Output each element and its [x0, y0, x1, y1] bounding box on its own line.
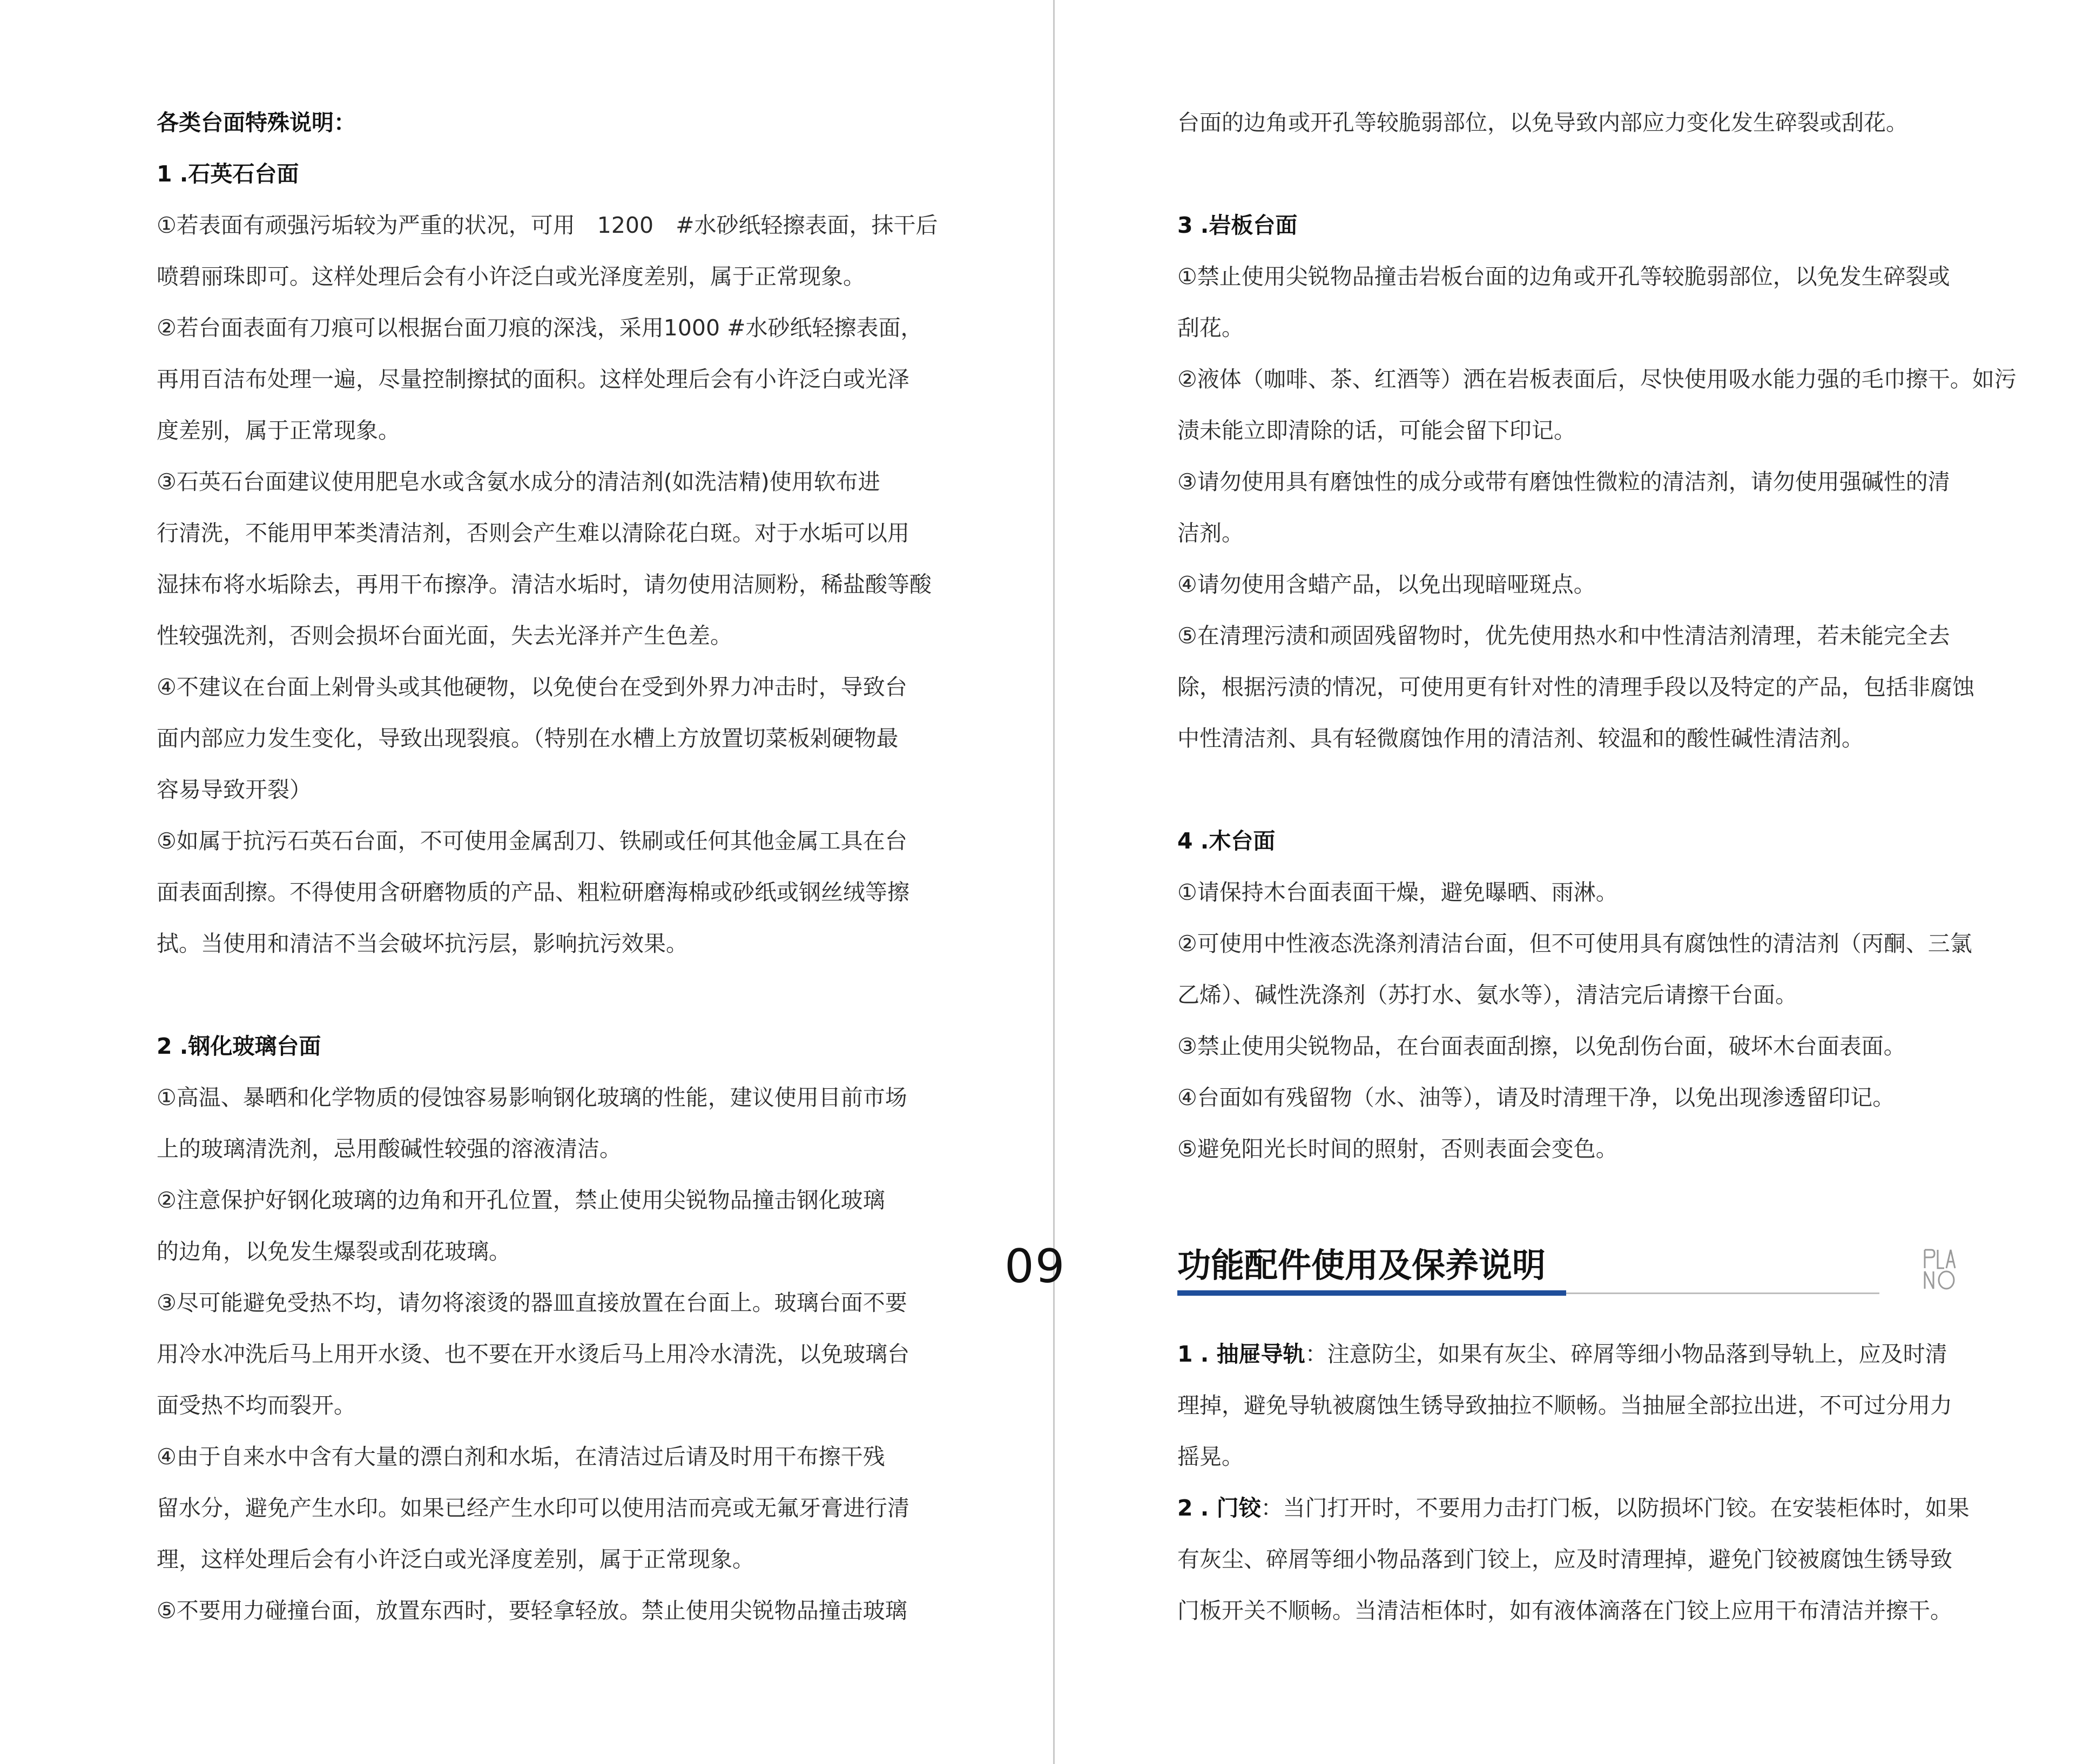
paragraph-line: ③尽可能避免受热不均，请勿将滚烫的器皿直接放置在台面上。玻璃台面不要 — [157, 1290, 907, 1316]
paragraph-line: 渍未能立即清除的话，可能会留下印记。 — [1177, 418, 1576, 443]
paragraph-line: ④请勿使用含蜡产品，以免出现暗哑斑点。 — [1177, 571, 1596, 597]
accessories-content — [1177, 1329, 2009, 1637]
paragraph-line: ③禁止使用尖锐物品，在台面表面刮擦，以免刮伤台面，破坏木台面表面。 — [1177, 1033, 1906, 1059]
paragraph-line: ①若表面有顽强污垢较为严重的状况，可用 1200 #水砂纸轻擦表面，抹干后 — [157, 212, 938, 238]
item-drawer-slide — [1177, 1329, 2009, 1380]
section-title-wood: 4 .木台面 — [1177, 828, 1276, 854]
item-label-drawer-slide: 1 . 抽屉导轨 — [1177, 1341, 1305, 1367]
brand-logo-icon — [1923, 1248, 1957, 1291]
paragraph-line: 的边角，以免发生爆裂或刮花玻璃。 — [157, 1238, 511, 1264]
paragraph-line: 门板开关不顺畅。当清洁柜体时，如有液体滴落在门铰上应用干布清洁并擦干。 — [1177, 1598, 1952, 1624]
chapter-number: 09 — [1004, 1240, 1066, 1294]
paragraph-line: 理掉，避免导轨被腐蚀生锈导致抽拉不顺畅。当抽屉全部拉出进，不可过分用力 — [1177, 1392, 1952, 1418]
paragraph-line: 面受热不均而裂开。 — [157, 1392, 356, 1418]
paragraph-line: 再用百洁布处理一遍，尽量控制擦拭的面积。这样处理后会有小许泛白或光泽 — [157, 366, 909, 392]
paragraph-line: 留水分，避免产生水印。如果已经产生水印可以使用洁而亮或无氟牙膏进行清 — [157, 1495, 909, 1521]
paragraph-line: ④台面如有残留物（水、油等），请及时清理干净，以免出现渗透留印记。 — [1177, 1085, 1895, 1110]
paragraph-line: ⑤如属于抗污石英石台面，不可使用金属刮刀、铁刷或任何其他金属工具在台 — [157, 828, 907, 854]
section-tempered-glass — [157, 1021, 934, 1637]
item-door-hinge — [1177, 1483, 2009, 1534]
right-page-content — [1177, 97, 2017, 1175]
chapter-title: 功能配件使用及保养说明 — [1177, 1245, 1546, 1285]
paragraph-line: 行清洗，不能用甲苯类清洁剂，否则会产生难以清除花白斑。对于水垢可以用 — [157, 520, 909, 546]
section-wood — [1177, 816, 2009, 1175]
page-spread-divider — [1053, 0, 1055, 1764]
paragraph-line: 刮花。 — [1177, 315, 1244, 341]
item-label-door-hinge: 2 . 门铰 — [1177, 1495, 1261, 1521]
paragraph-line: 有灰尘、碎屑等细小物品落到门铰上，应及时清理掉，避免门铰被腐蚀生锈导致 — [1177, 1546, 1952, 1572]
paragraph-line: 洁剂。 — [1177, 520, 1244, 546]
paragraph-line: 度差别，属于正常现象。 — [157, 418, 400, 443]
chapter-header — [1004, 1237, 1955, 1302]
paragraph-line: 摇晃。 — [1177, 1444, 1244, 1470]
paragraph-line: 喷碧丽珠即可。这样处理后会有小许泛白或光泽度差别，属于正常现象。 — [157, 264, 865, 289]
paragraph-line: ④不建议在台面上剁骨头或其他硬物，以免使台在受到外界力冲击时，导致台 — [157, 674, 907, 700]
section-title-tempered-glass: 2 .钢化玻璃台面 — [157, 1033, 321, 1059]
paragraph-line: 性较强洗剂，否则会损坏台面光面，失去光泽并产生色差。 — [157, 623, 732, 649]
section-spacer — [1177, 149, 2009, 200]
paragraph-line: 中性清洁剂、具有轻微腐蚀作用的清洁剂、较温和的酸性碱性清洁剂。 — [1177, 725, 1864, 751]
paragraph-line: ②若台面表面有刀痕可以根据台面刀痕的深浅，采用1000 #水砂纸轻擦表面， — [157, 315, 923, 341]
left-page-content — [157, 97, 938, 1637]
continuation-line: 台面的边角或开孔等较脆弱部位，以免导致内部应力变化发生碎裂或刮花。 — [1177, 110, 1908, 136]
section-title-quartz: 1 .石英石台面 — [157, 161, 299, 187]
paragraph-line: ④由于自来水中含有大量的漂白剂和水垢，在清洁过后请及时用干布擦干残 — [157, 1444, 885, 1470]
chapter-accent-rule — [1177, 1290, 1566, 1296]
paragraph-line: 湿抹布将水垢除去，再用干布擦净。清洁水垢时，请勿使用洁厕粉，稀盐酸等酸 — [157, 571, 932, 597]
item-text: ：当门打开时，不要用力击打门板，以防损坏门铰。在安装柜体时，如果 — [1260, 1495, 1970, 1521]
paragraph-line: 乙烯）、碱性洗涤剂（苏打水、氨水等），清洁完后请擦干台面。 — [1177, 982, 1797, 1008]
paragraph-line: ①高温、暴晒和化学物质的侵蚀容易影响钢化玻璃的性能，建议使用目前市场 — [157, 1085, 907, 1110]
section-spacer — [157, 969, 934, 1021]
section-sintered-stone — [1177, 200, 2017, 764]
paragraph-line: 上的玻璃清洗剂，忌用酸碱性较强的溶液清洁。 — [157, 1136, 622, 1162]
paragraph-line: 容易导致开裂） — [157, 777, 312, 803]
paragraph-line: 用冷水冲洗后马上用开水烫、也不要在开水烫后马上用冷水清洗，以免玻璃台 — [157, 1341, 909, 1367]
paragraph-line: 拭。当使用和清洁不当会破坏抗污层，影响抗污效果。 — [157, 931, 688, 957]
paragraph-line: ②注意保护好钢化玻璃的边角和开孔位置，禁止使用尖锐物品撞击钢化玻璃 — [157, 1187, 885, 1213]
paragraph-line: 面表面刮擦。不得使用含研磨物质的产品、粗粒研磨海棉或砂纸或钢丝绒等擦 — [157, 879, 909, 905]
left-page-heading: 各类台面特殊说明： — [157, 110, 356, 136]
paragraph-line: ③石英石台面建议使用肥皂水或含氨水成分的清洁剂(如洗洁精)使用软布进 — [157, 469, 880, 495]
paragraph-line: 除，根据污渍的情况，可使用更有针对性的清理手段以及特定的产品，包括非腐蚀 — [1177, 674, 1974, 700]
section-title-sintered-stone: 3 .岩板台面 — [1177, 212, 1298, 238]
paragraph-line: ②可使用中性液态洗涤剂清洁台面，但不可使用具有腐蚀性的清洁剂（丙酮、三氯 — [1177, 931, 1972, 957]
paragraph-line: ⑤在清理污渍和顽固残留物时，优先使用热水和中性清洁剂清理，若未能完全去 — [1177, 623, 1950, 649]
item-text: ：注意防尘，如果有灰尘、碎屑等细小物品落到导轨上，应及时清 — [1305, 1341, 1947, 1367]
paragraph-line: ⑤避免阳光长时间的照射，否则表面会变色。 — [1177, 1136, 1618, 1162]
paragraph-line: 理，这样处理后会有小许泛白或光泽度差别，属于正常现象。 — [157, 1546, 754, 1572]
paragraph-line: ①禁止使用尖锐物品撞击岩板台面的边角或开孔等较脆弱部位，以免发生碎裂或 — [1177, 264, 1950, 289]
paragraph-line: ⑤不要用力碰撞台面，放置东西时，要轻拿轻放。禁止使用尖锐物品撞击玻璃 — [157, 1598, 907, 1624]
section-spacer — [1177, 764, 2009, 816]
section-quartz — [157, 149, 938, 969]
paragraph-line: ②液体（咖啡、茶、红酒等）洒在岩板表面后，尽快使用吸水能力强的毛巾擦干。如污 — [1177, 366, 2017, 392]
paragraph-line: ①请保持木台面表面干燥，避免曝晒、雨淋。 — [1177, 879, 1618, 905]
paragraph-line: 面内部应力发生变化，导致出现裂痕。（特别在水槽上方放置切菜板剁硬物最 — [157, 725, 899, 751]
paragraph-line: ③请勿使用具有磨蚀性的成分或带有磨蚀性微粒的清洁剂，请勿使用强碱性的清 — [1177, 469, 1950, 495]
